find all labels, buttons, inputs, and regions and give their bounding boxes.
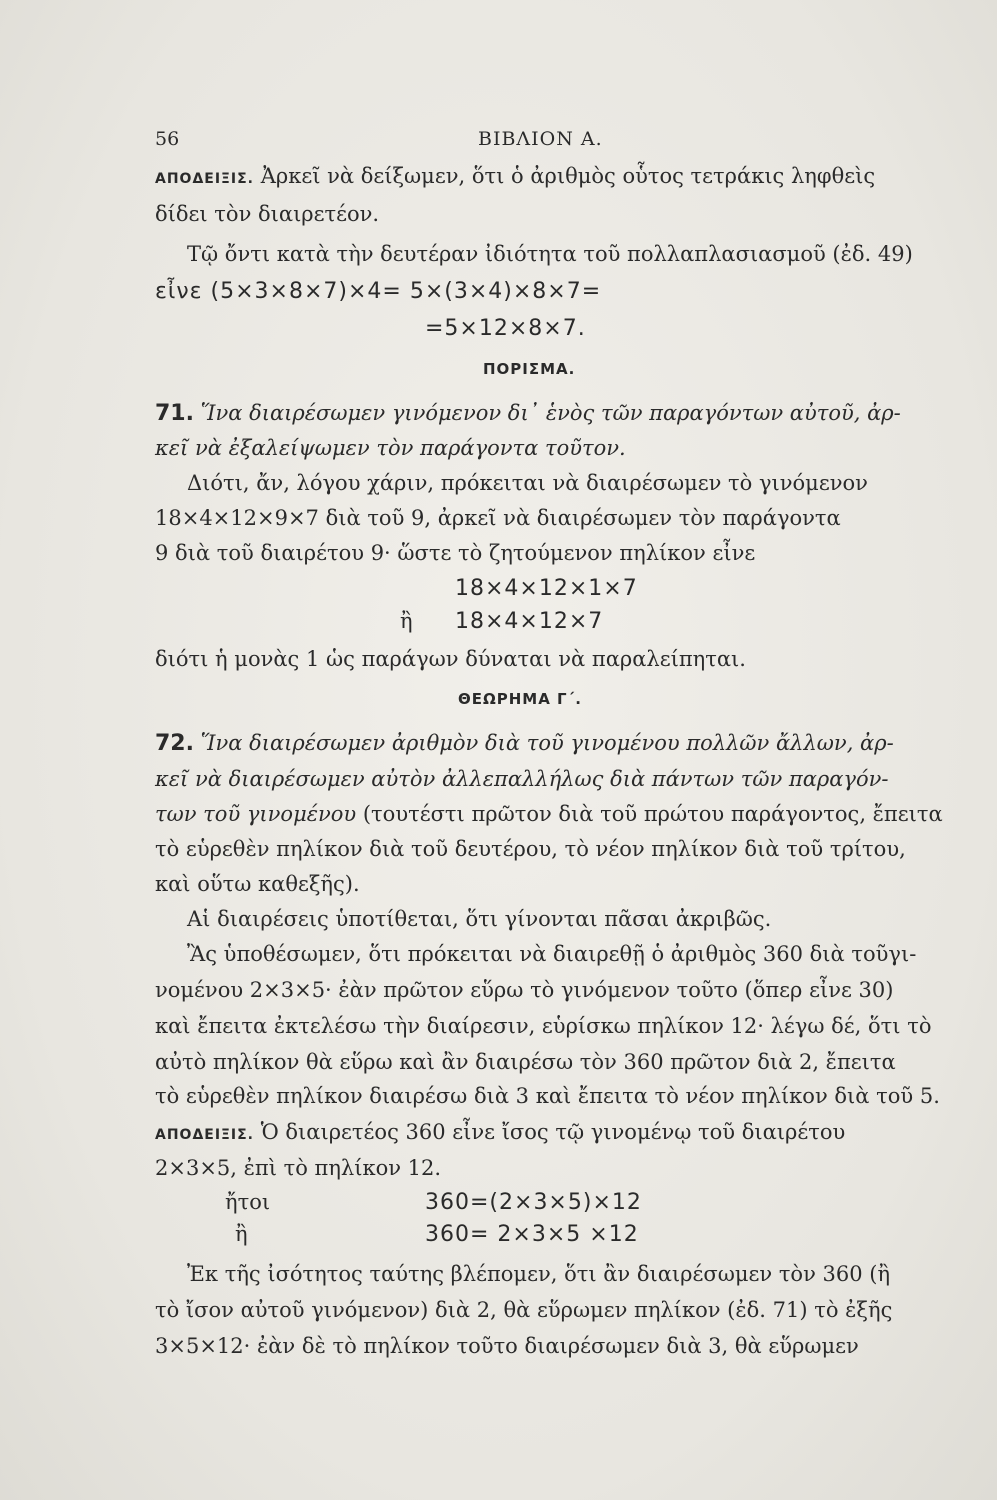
theorem-number: 72. bbox=[155, 731, 194, 756]
theorem-line4: τὸ εὑρεθὲν πηλίκον διὰ τοῦ δευτέρου, τὸ νέον πηλίκον διὰ τοῦ τρίτου, bbox=[155, 837, 906, 861]
porisma-heading: ΠΟΡΙΣΜΑ. bbox=[483, 360, 576, 378]
theorem-line11: τὸ εὑρεθὲν πηλίκον διαιρέσω διὰ 3 καὶ ἔπειτα τὸ νέον πηλίκον διὰ τοῦ 5. bbox=[155, 1084, 940, 1108]
theorem-line9: καὶ ἔπειτα ἐκτελέσω τὴν διαίρεσιν, εὑρίσκω πηλίκον 12· λέγω δέ, ὅτι τὸ bbox=[155, 1014, 932, 1038]
porisma-equation2: 18×4×12×7 bbox=[455, 609, 604, 634]
theorem-line1 bbox=[155, 727, 915, 760]
porisma-line5: 9 διὰ τοῦ διαιρέτου 9· ὥστε τὸ ζητούμενον πηλίκον εἶνε bbox=[155, 541, 756, 565]
porisma-line3: Διότι, ἄν, λόγου χάριν, πρόκειται νὰ διαιρέσωμεν τὸ γινόμενον bbox=[187, 471, 868, 495]
proof2-or: ἢ bbox=[235, 1222, 248, 1246]
proof1-label: ΑΠΟΔΕΙΞΙΣ. bbox=[155, 171, 254, 187]
theorem-line5: καὶ οὕτω καθεξῆς). bbox=[155, 872, 360, 896]
theorem-explanation1: (τουτέστι πρῶτον διὰ τοῦ πρώτου παράγοντος, ἔπειτα bbox=[362, 802, 943, 826]
porisma-line1 bbox=[155, 397, 915, 430]
proof2-itoi: ἤτοι bbox=[225, 1190, 271, 1214]
proof2-label: ΑΠΟΔΕΙΞΙΣ. bbox=[155, 1127, 254, 1143]
theorem-statement1: Ἵνα διαιρέσωμεν ἀριθμὸν διὰ τοῦ γινομένου πολλῶν ἄλλων, ἀρ- bbox=[200, 731, 894, 755]
proof2-line4: τὸ ἴσον αὐτοῦ γινόμενον) διὰ 2, θὰ εὕρωμεν πηλίκον (ἐδ. 71) τὸ ἐξῆς bbox=[155, 1298, 893, 1322]
proof2-line3: Ἐκ τῆς ἰσότητος ταύτης βλέπομεν, ὅτι ἂν διαιρέσωμεν τὸν 360 (ἢ bbox=[187, 1262, 891, 1286]
theorem-line8: νομένου 2×3×5· ἐὰν πρῶτον εὕρω τὸ γινόμενον τοῦτο (ὅπερ εἶνε 30) bbox=[155, 978, 894, 1002]
porisma-statement1: Ἵνα διαιρέσωμεν γινόμενον δι᾽ ἑνὸς τῶν παραγόντων αὐτοῦ, ἀρ- bbox=[200, 401, 901, 425]
proof2-equation2: 360= 2×3×5 ×12 bbox=[425, 1222, 639, 1247]
theorem-line2: κεῖ νὰ διαιρέσωμεν αὐτὸν ἀλλεπαλλήλως διὰ πάντων τῶν παραγόν- bbox=[155, 767, 889, 791]
porisma-equation1: 18×4×12×1×7 bbox=[455, 576, 638, 601]
proof1-line3: Τῷ ὄντι κατὰ τὴν δευτέραν ἰδιότητα τοῦ πολλαπλασιασμοῦ (ἐδ. 49) bbox=[187, 242, 913, 266]
theorem-line3 bbox=[155, 798, 943, 831]
proof1-equation1: εἶνε (5×3×8×7)×4= 5×(3×4)×8×7= bbox=[155, 279, 602, 304]
porisma-line2: κεῖ νὰ ἐξαλείψωμεν τὸν παράγοντα τοῦτον. bbox=[155, 436, 626, 460]
proof1-line2: δίδει τὸν διαιρετέον. bbox=[155, 202, 380, 226]
porisma-number: 71. bbox=[155, 401, 194, 426]
theorem-line7: Ἂς ὑποθέσωμεν, ὅτι πρόκειται νὰ διαιρεθῇ ὁ ἀριθμὸς 360 διὰ τοῦγι- bbox=[187, 942, 917, 966]
theorem-line10: αὐτὸ πηλίκον θὰ εὕρω καὶ ἂν διαιρέσω τὸν 360 πρῶτον διὰ 2, ἔπειτα bbox=[155, 1050, 896, 1074]
proof1-text1: Ἀρκεῖ νὰ δείξωμεν, ὅτι ὁ ἀριθμὸς οὗτος τετράκις ληφθεὶς bbox=[260, 164, 876, 188]
porisma-line6: διότι ἡ μονὰς 1 ὡς παράγων δύναται νὰ παραλείπηται. bbox=[155, 647, 746, 671]
proof2-line1 bbox=[155, 1116, 915, 1152]
proof2-text1: Ὁ διαιρετέος 360 εἶνε ἴσος τῷ γινομένῳ τοῦ διαιρέτου bbox=[260, 1120, 846, 1144]
proof2-line2: 2×3×5, ἐπὶ τὸ πηλίκον 12. bbox=[155, 1156, 442, 1180]
page-number: 56 bbox=[155, 128, 180, 150]
proof2-line5: 3×5×12· ἐὰν δὲ τὸ πηλίκον τοῦτο διαιρέσωμεν διὰ 3, θὰ εὕρωμεν bbox=[155, 1334, 859, 1358]
theorem-heading: ΘΕΩΡΗΜΑ Γ΄. bbox=[458, 690, 582, 708]
theorem-line6: Αἱ διαιρέσεις ὑποτίθεται, ὅτι γίνονται πᾶσαι ἀκριβῶς. bbox=[187, 907, 772, 931]
running-title: ΒΙΒΛΙΟΝ Α. bbox=[478, 128, 603, 150]
proof1-line1 bbox=[155, 160, 915, 196]
proof1-equation2: =5×12×8×7. bbox=[425, 316, 586, 341]
proof2-equation1: 360=(2×3×5)×12 bbox=[425, 1190, 642, 1215]
porisma-line4: 18×4×12×9×7 διὰ τοῦ 9, ἀρκεῖ νὰ διαιρέσωμεν τὸν παράγοντα bbox=[155, 506, 841, 530]
porisma-or: ἢ bbox=[400, 609, 413, 633]
theorem-statement3: των τοῦ γινομένου bbox=[155, 802, 357, 826]
